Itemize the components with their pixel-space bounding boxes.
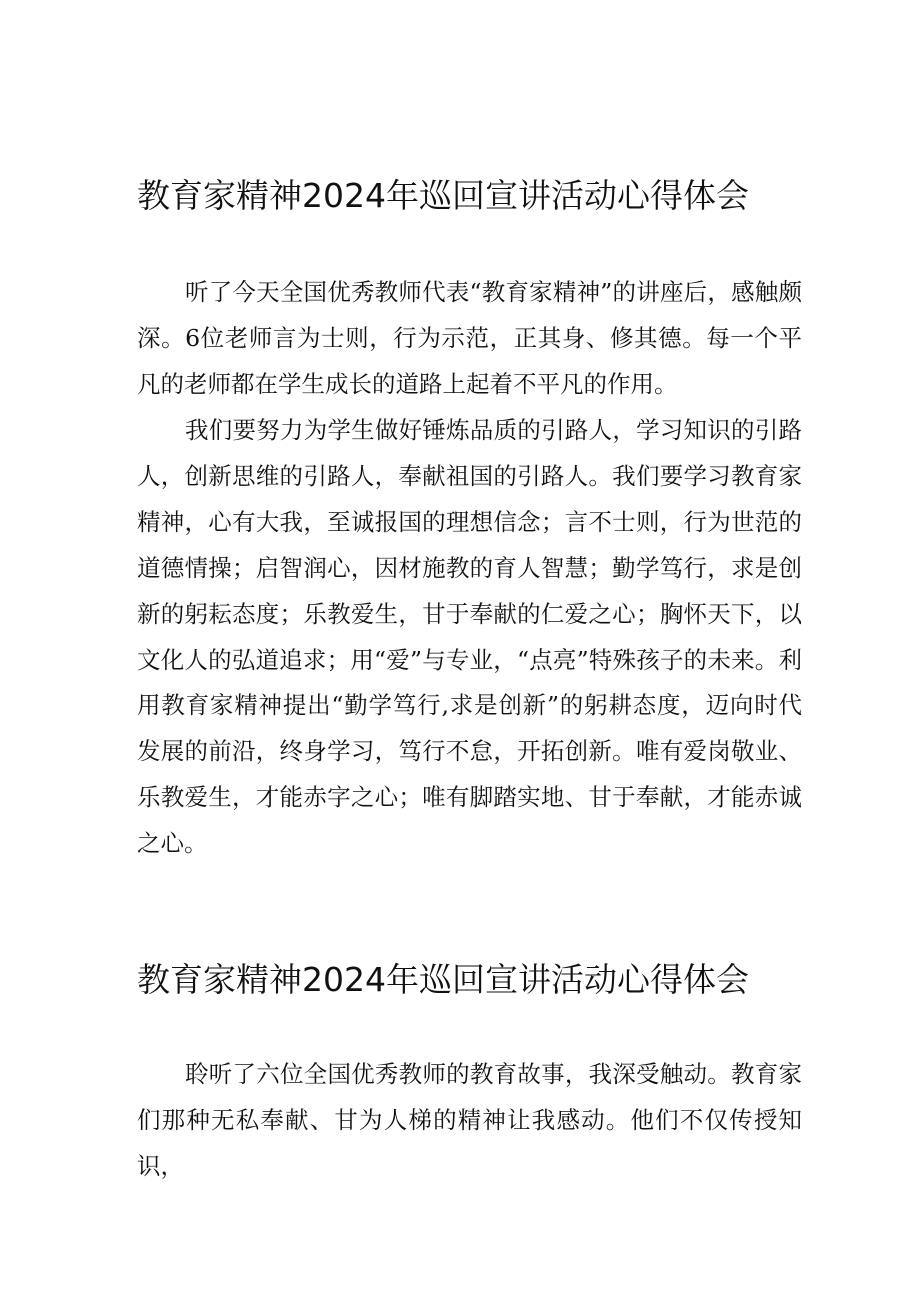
- section-1-paragraph-1: 听了今天全国优秀教师代表“教育家精神”的讲座后，感触颇深。6位老师言为士则，行为示范，正其身、修其德。每一个平凡的老师都在学生成长的道路上起着不平凡的作用。: [137, 278, 802, 398]
- section-2-paragraph-1: 聆听了六位全国优秀教师的教育故事，我深受触动。教育家们那种无私奉献、甘为人梯的精神让我感动。他们不仅传授知识，: [137, 1060, 802, 1180]
- section-1-title: 教育家精神2024年巡回宣讲活动心得体会: [137, 176, 749, 215]
- section-1-paragraph-2: 我们要努力为学生做好锤炼品质的引路人，学习知识的引路人，创新思维的引路人，奉献祖国的引路人。我们要学习教育家精神，心有大我，至诚报国的理想信念；言不士则，行为世范的道德情操；启智润心，因材施教的育人智慧；勤学笃行，求是创新的躬耘态度；乐教爱生，甘于奉献的仁爱之心；胸怀天下，以文化人的弘道追求；用“爱”与专业，“点亮”特殊孩子的未来。利用教育家精神提出“勤学笃行,求是创新”的躬耕态度，迈向时代发展的前沿，终身学习，笃行不怠，开拓创新。唯有爱岗敬业、乐教爱生，才能赤字之心；唯有脚踏实地、甘于奉献，才能赤诚之心。: [137, 416, 802, 858]
- section-2-title: 教育家精神2024年巡回宣讲活动心得体会: [137, 960, 749, 999]
